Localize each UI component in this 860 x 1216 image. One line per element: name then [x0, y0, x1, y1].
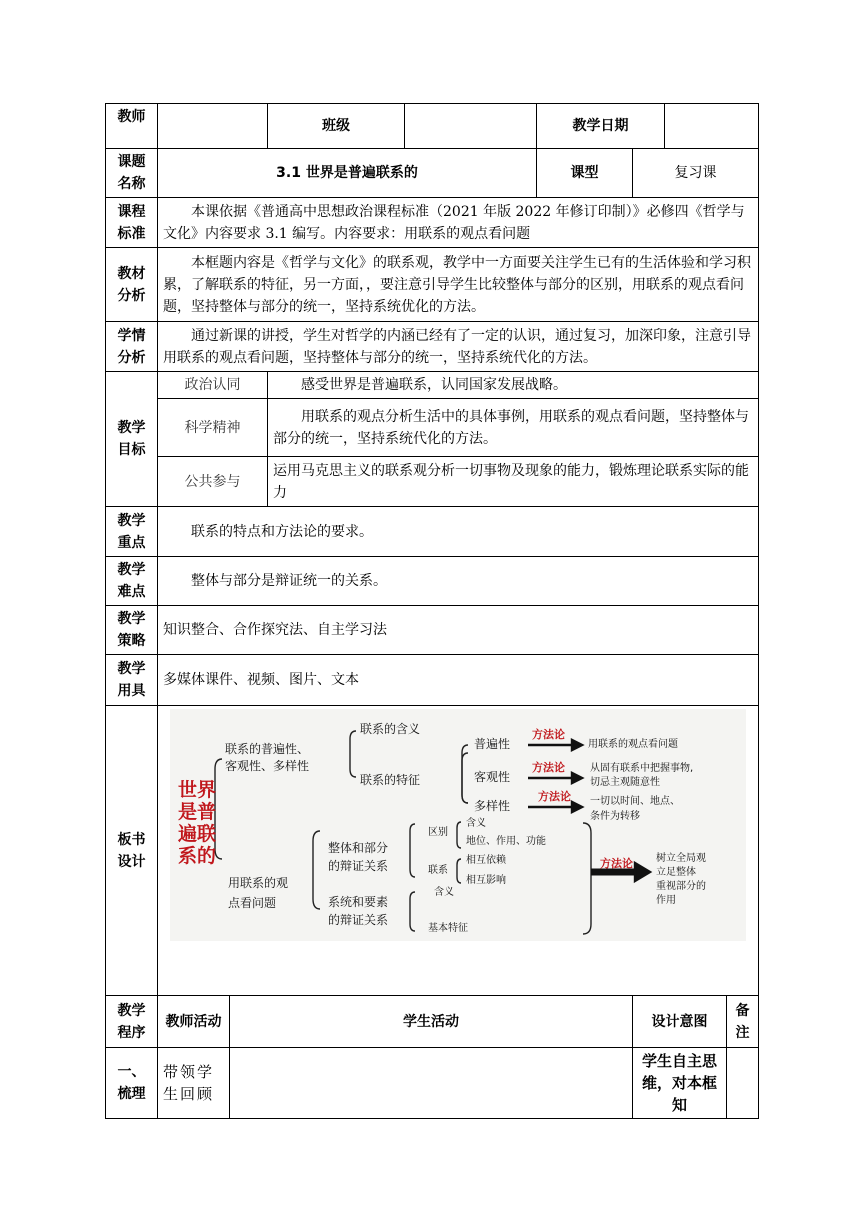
goal-text-public: 运用马克思主义的联系观分析一切事物及现象的能力，锻炼理论联系实际的能力: [268, 457, 759, 507]
procedure-note-header: 备注: [727, 996, 759, 1048]
standard-row: [106, 198, 759, 248]
brace-relation: [457, 859, 461, 883]
board-m-universal: 用联系的观点看问题: [588, 739, 678, 750]
procedure-row-1: [106, 1048, 759, 1119]
goal-text-political: 感受世界是普遍联系，认同国家发展战略。: [268, 372, 759, 399]
title-row: [106, 149, 759, 198]
board-label: 板书设计: [106, 706, 158, 996]
material-text: 本框题内容是《哲学与文化》的联系观，教学中一方面要关注学生已有的生活体验和学习积累，了解联系的特征，另一方面，，要注意引导学生比较整体与部分的区别，用联系的观点看问题，坚持整体与部分的统一，坚持系统优化的方法。: [158, 248, 759, 322]
board-m-diverse-1: 一切以时间、地点、: [590, 796, 680, 807]
board-diverse: 多样性: [474, 799, 511, 813]
tools-text: 多媒体课件、视频、图片、文本: [158, 655, 759, 706]
standard-text: 本课依据《普通高中思想政治课程标准（2021 年版 2022 年修订印制）》必修四《哲学与文化》内容要求 3.1 编写。内容要求：用联系的观点看问题: [158, 198, 759, 248]
board-diff: 区别: [428, 827, 448, 838]
teacher-value[interactable]: [158, 104, 268, 149]
board-result-3: 重视部分的: [656, 881, 706, 892]
board-cell: [158, 706, 759, 996]
board-d-role: 地位、作用、功能: [466, 836, 546, 847]
strategy-label: 教学策略: [106, 606, 158, 655]
board-r-depend: 相互依赖: [466, 855, 506, 866]
lesson-plan-table: [105, 103, 759, 1119]
goal-name-public: 公共参与: [158, 457, 268, 507]
class-label: 班级: [268, 104, 405, 149]
key-point-row: [106, 507, 759, 557]
procedure-step-1: 一、梳理: [106, 1048, 158, 1119]
board-d-meaning: 含义: [466, 818, 486, 829]
board-whole-1: 整体和部分: [328, 841, 389, 855]
goal-row-science: [106, 399, 759, 457]
board-whole-2: 的辩证关系: [328, 859, 389, 873]
difficulty-row: [106, 557, 759, 606]
tools-row: [106, 655, 759, 706]
procedure-student-1: [230, 1048, 633, 1119]
board-result-4: 作用: [656, 895, 676, 906]
board-root-line1: 世界: [178, 779, 217, 801]
board-universal: 普遍性: [474, 737, 511, 751]
brace-system: [410, 892, 415, 931]
goal-text-science: 用联系的观点分析生活中的具体事例，用联系的观点看问题，坚持整体与部分的统一，坚持系统代化的方法。: [268, 399, 759, 457]
board-method-2: 方法论: [532, 761, 565, 774]
key-point-label: 教学重点: [106, 507, 158, 557]
goals-label: 教学目标: [106, 372, 158, 507]
header-row: [106, 104, 759, 149]
difficulty-label: 教学难点: [106, 557, 158, 606]
board-method-4: 方法论: [600, 857, 633, 870]
board-system-1: 系统和要素: [328, 895, 389, 909]
board-branch2-l2: 点看问题: [228, 896, 277, 910]
student-row: [106, 322, 759, 372]
board-features: 联系的特征: [360, 773, 421, 787]
goal-name-science: 科学精神: [158, 399, 268, 457]
material-label: 教材分析: [106, 248, 158, 322]
board-row: [106, 706, 759, 996]
date-label: 教学日期: [537, 104, 665, 149]
board-r-affect: 相互影响: [466, 875, 506, 886]
brace-whole: [410, 824, 415, 877]
goal-row-political: [106, 372, 759, 399]
board-m-objective-2: 切忌主观随意性: [590, 777, 660, 788]
strategy-row: [106, 606, 759, 655]
procedure-header-row: [106, 996, 759, 1048]
board-m-diverse-2: 条件为转移: [590, 811, 640, 822]
procedure-intent-1: 学生自主思维，对本框知: [633, 1048, 727, 1119]
board-branch1-l1: 联系的普遍性、: [225, 742, 310, 756]
board-method-1: 方法论: [532, 728, 565, 741]
board-result-2: 立足整体: [656, 867, 696, 878]
board-m-objective-1: 从固有联系中把握事物,: [590, 763, 694, 774]
board-root-line3: 遍联: [178, 823, 217, 845]
board-result-1: 树立全局观: [656, 853, 706, 864]
material-row: [106, 248, 759, 322]
board-method-3: 方法论: [538, 790, 571, 803]
procedure-student-header: 学生活动: [230, 996, 633, 1048]
standard-label: 课程标准: [106, 198, 158, 248]
board-branch1-l2: 客观性、多样性: [225, 759, 310, 773]
type-value: 复习课: [633, 149, 759, 198]
goal-row-public: [106, 457, 759, 507]
class-value[interactable]: [405, 104, 537, 149]
board-s-meaning: 含义: [434, 887, 454, 898]
board-diagram: [170, 709, 746, 941]
procedure-note-1: [727, 1048, 759, 1119]
lesson-title: 3.1 世界是普遍联系的: [158, 149, 537, 198]
goal-name-political: 政治认同: [158, 372, 268, 399]
date-value[interactable]: [665, 104, 759, 149]
brace-diff: [457, 822, 461, 848]
board-relation: 联系: [428, 865, 448, 876]
board-objective: 客观性: [474, 770, 511, 784]
board-meaning: 联系的含义: [360, 722, 421, 736]
brace-right: [583, 823, 591, 934]
board-branch2-l1: 用联系的观: [228, 876, 289, 890]
board-system-2: 的辩证关系: [328, 913, 389, 927]
title-label: 课题名称: [106, 149, 158, 198]
teacher-label: 教师: [106, 104, 158, 149]
difficulty-text: 整体与部分是辩证统一的关系。: [158, 557, 759, 606]
procedure-teacher-1: 带领学生回顾: [158, 1048, 230, 1119]
procedure-intent-header: 设计意图: [633, 996, 727, 1048]
board-root-line2: 是普: [178, 801, 217, 823]
key-point-text: 联系的特点和方法论的要求。: [158, 507, 759, 557]
type-label: 课型: [537, 149, 633, 198]
brace-branch1: [350, 731, 356, 777]
procedure-label: 教学程序: [106, 996, 158, 1048]
brace-branch2: [313, 831, 320, 909]
board-s-basic: 基本特征: [428, 923, 468, 934]
student-label: 学情分析: [106, 322, 158, 372]
procedure-teacher-header: 教师活动: [158, 996, 230, 1048]
student-text: 通过新课的讲授，学生对哲学的内涵已经有了一定的认识，通过复习，加深印象，注意引导用联系的观点看问题，坚持整体与部分的统一，坚持系统代化的方法。: [158, 322, 759, 372]
brace-root: [215, 759, 222, 859]
board-root-line4: 系的: [178, 845, 217, 867]
tools-label: 教学用具: [106, 655, 158, 706]
strategy-text: 知识整合、合作探究法、自主学习法: [158, 606, 759, 655]
